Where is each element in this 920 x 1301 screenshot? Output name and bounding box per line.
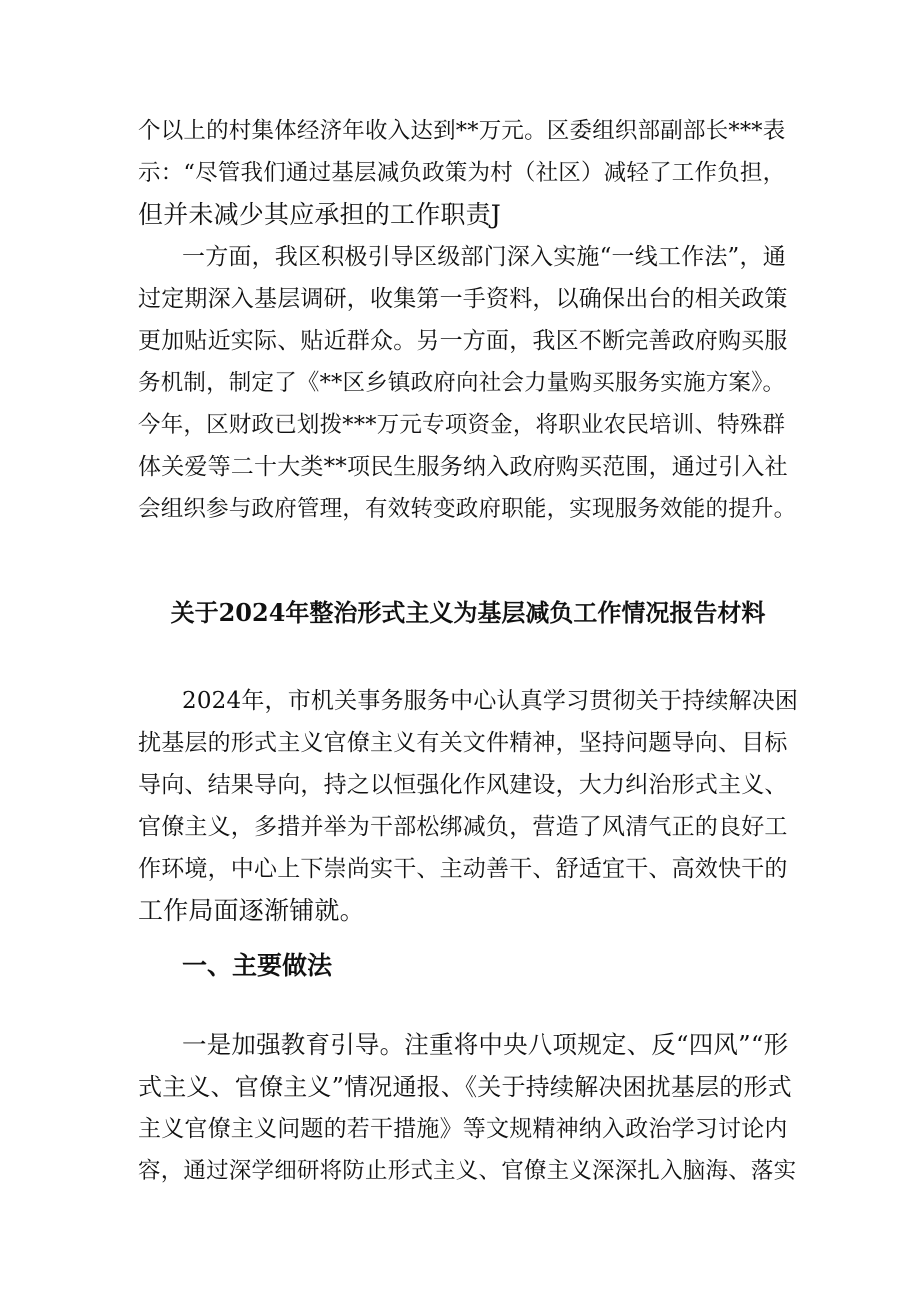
section-heading: 一、主要做法: [182, 951, 333, 980]
text-line: 个以上的村集体经济年收入达到**万元。区委组织部副部长***表: [138, 118, 786, 144]
text-line: 容，通过深学细研将防止形式主义、官僚主义深深扎入脑海、落实: [138, 1158, 797, 1184]
text-line: 式主义、官僚主义”情况通报、《关于持续解决困扰基层的形式: [138, 1073, 792, 1101]
text-line: 更加贴近实际、贴近群众。另一方面，我区不断完善政府购买服: [138, 328, 788, 354]
paragraph-two: [138, 680, 798, 932]
text-line: 示：“尽管我们通过基层减负政策为村（社区）减轻了工作负担，: [138, 160, 786, 186]
text-line: 一方面，我区积极引导区级部门深入实施“一线工作法”，通: [182, 244, 786, 270]
text-line: 一是加强教育引导。注重将中央八项规定、反“四风”“形: [182, 1030, 789, 1059]
document-title: 关于2024年整治形式主义为基层减负工作情况报告材料: [170, 598, 766, 627]
text-line: 导向、结果导向，持之以恒强化作风建设，大力纠治形式主义、: [138, 772, 788, 798]
text-line: 务机制，制定了《**区乡镇政府向社会力量购买服务实施方案》。: [138, 370, 786, 396]
text-line: 但并未减少其应承担的工作职责J: [138, 200, 502, 229]
paragraph-three: [138, 1024, 798, 1192]
text-line: 主义官僚主义问题的若干措施》等文规精神纳入政治学习讨论内: [138, 1116, 788, 1142]
text-line: 今年，区财政已划拨***万元专项资金，将职业农民培训、特殊群: [138, 412, 786, 438]
text-line: 工作局面逐渐铺就。: [138, 896, 365, 925]
text-line: 会组织参与政府管理，有效转变政府职能，实现服务效能的提升。: [138, 496, 797, 522]
text-line: 作环境，中心上下崇尚实干、主动善干、舒适宜干、高效快干的: [138, 856, 788, 882]
text-line: 官僚主义，多措并举为干部松绑减负，营造了风清气正的良好工: [138, 814, 788, 840]
text-line: 扰基层的形式主义官僚主义有关文件精神，坚持问题导向、目标: [138, 730, 788, 756]
paragraph-one: [138, 236, 798, 530]
text-line: 2024年，市机关事务服务中心认真学习贯彻关于持续解决困: [182, 688, 799, 714]
intro-paragraph: [138, 110, 798, 236]
text-line: 过定期深入基层调研，收集第一手资料，以确保出台的相关政策: [138, 286, 788, 312]
text-line: 体关爱等二十大类**项民生服务纳入政府购买范围，通过引入社: [138, 454, 788, 480]
